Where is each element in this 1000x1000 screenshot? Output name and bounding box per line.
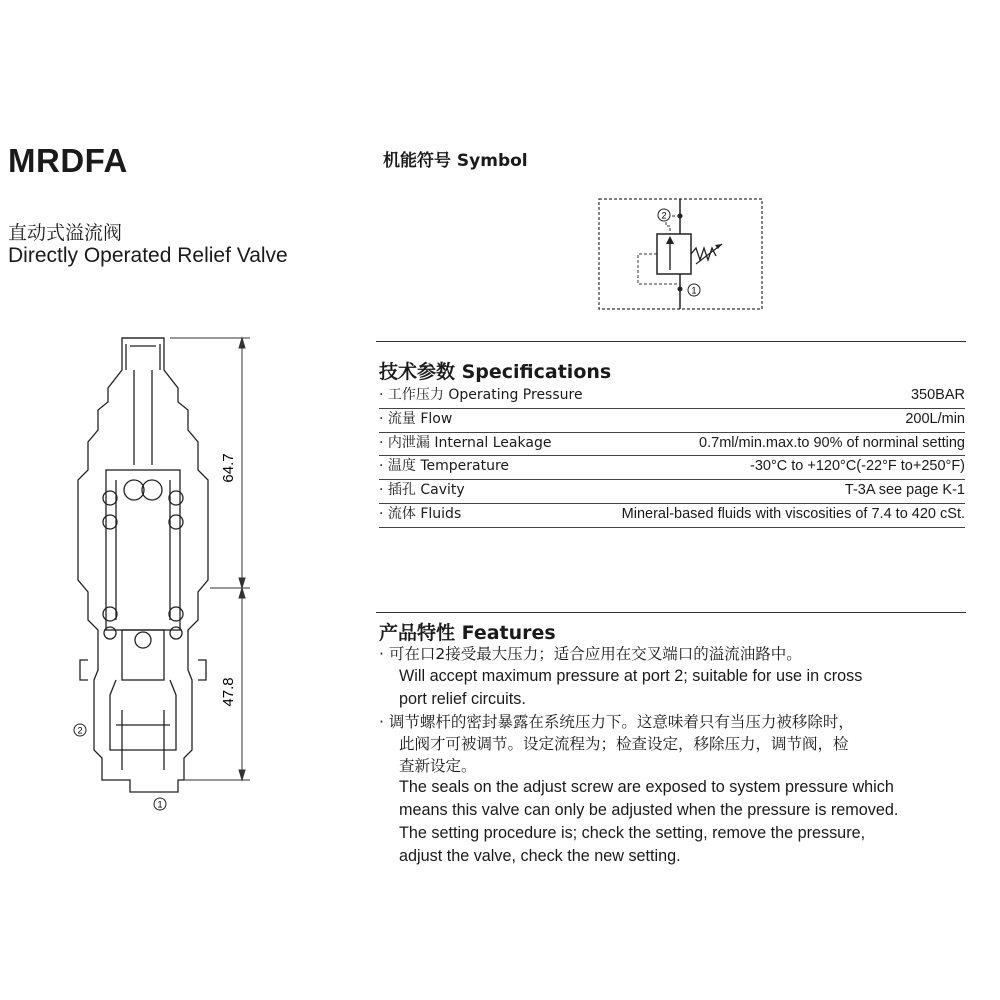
svg-text:1: 1 [691,285,697,296]
product-title-cn: 直动式溢流阀 [8,222,123,244]
spec-value: 200L/min [905,410,965,427]
feature-2-cn-line1: · 调节螺杆的密封暴露在系统压力下。这意味着只有当压力被移除时， [379,713,854,731]
model-title: MRDFA [8,142,128,179]
feature-2-cn-line3: 查新设定。 [399,757,477,775]
spec-label: · 工作压力 Operating Pressure [379,387,583,403]
feature-2-en-line3: The setting procedure is; check the setting, remove the pressure, [399,824,866,842]
spec-value: T-3A see page K-1 [844,482,965,499]
feature-2-en-line2: means this valve can only be adjusted when the pressure is removed. [399,801,899,819]
spec-value: Mineral-based fluids with viscosities of 7.4 to 420 cSt. [621,505,965,522]
feature-2-en-line1: The seals on the adjust screw are exposed to system pressure which [399,778,894,796]
spec-row-fluids [379,504,965,528]
features-divider [376,612,966,613]
spec-value: 350BAR [910,387,965,403]
spec-row-pressure [379,385,965,409]
dimension-upper: 64.7 [220,453,237,483]
svg-text:2: 2 [661,210,667,221]
spec-value: -30°C to +120°C(-22°F to+250°F) [749,458,965,475]
feature-2-cn-line2: 此阀才可被调节。设定流程为；检查设定，移除压力，调节阀，检 [399,735,849,753]
hydraulic-symbol-diagram [598,198,763,310]
spec-value: 0.7ml/min.max.to 90% of norminal setting [699,434,965,451]
svg-text:2: 2 [77,725,83,736]
product-title-en: Directly Operated Relief Valve [8,244,288,267]
spec-row-leakage [379,433,965,457]
spec-row-flow [379,409,965,433]
spec-label: · 插孔 Cavity [379,482,465,499]
feature-1-en-line1: Will accept maximum pressure at port 2; suitable for use in cross [399,667,863,685]
features-heading: 产品特性 Features [379,622,556,644]
specifications-table [379,385,965,528]
feature-2-en-line4: adjust the valve, check the new setting. [399,847,681,865]
valve-cross-section-drawing [60,330,260,815]
dimension-lower: 47.8 [220,677,237,707]
feature-1-en-line2: port relief circuits. [399,690,526,708]
specifications-heading: 技术参数 Specifications [379,361,612,383]
svg-text:1: 1 [157,799,163,810]
spec-label: · 流量 Flow [379,410,453,427]
specs-divider [376,341,966,342]
spec-label: · 温度 Temperature [379,458,510,475]
symbol-heading: 机能符号 Symbol [383,151,528,171]
feature-1-cn: · 可在口2接受最大压力；适合应用在交叉端口的溢流油路中。 [379,645,802,663]
spec-label: · 流体 Fluids [379,505,462,522]
spec-row-cavity [379,480,965,504]
spec-label: · 内泄漏 Internal Leakage [379,434,552,451]
spec-row-temperature [379,456,965,480]
